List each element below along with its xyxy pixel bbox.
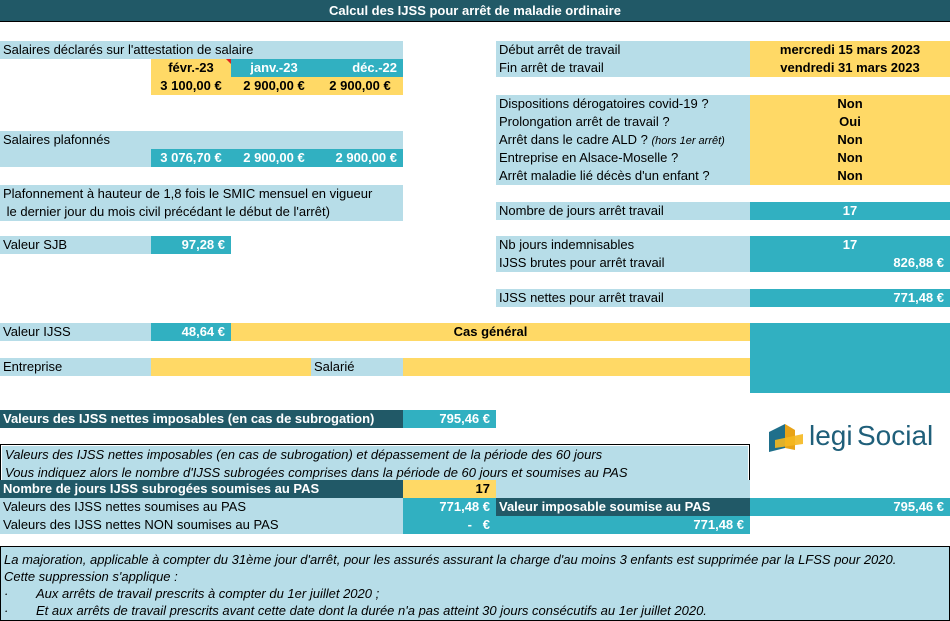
entreprise-label: Entreprise — [0, 358, 151, 376]
bullet-icon: · — [4, 586, 9, 601]
salaire-value[interactable]: 3 100,00 € — [151, 77, 231, 95]
disposition-label: Entreprise en Alsace-Moselle ? — [496, 149, 750, 167]
logo-cube-icon — [765, 418, 811, 454]
footer-note — [0, 546, 950, 621]
footer-item-text: Et aux arrêts de travail prescrits avant cette date dont la durée n'a pas atteint 30 jours consécutifs au 1er juillet 2020. — [36, 603, 707, 618]
disposition-value[interactable]: Oui — [750, 113, 950, 131]
salarie-input[interactable] — [403, 358, 750, 376]
debut-label: Début arrêt de travail — [496, 41, 750, 59]
teal-panel — [750, 323, 950, 393]
pas-soumises-label: Valeurs des IJSS nettes soumises au PAS — [0, 498, 403, 516]
salaires-label: Salaires déclarés sur l'attestation de salaire — [0, 41, 403, 59]
fin-value[interactable]: vendredi 31 mars 2023 — [750, 59, 950, 77]
pas-non-label: Valeurs des IJSS nettes NON soumises au PAS — [0, 516, 403, 534]
pas-nb-input[interactable]: 17 — [403, 480, 496, 498]
imposables-label: Valeurs des IJSS nettes imposables (en cas de subrogation) — [0, 410, 403, 428]
footer-item-text: Aux arrêts de travail prescrits à compter du 1er juillet 2020 ; — [36, 586, 380, 601]
pas-non-value-left: - € — [403, 516, 496, 534]
pas-non-value-right: 771,48 € — [496, 516, 750, 534]
footer-item — [4, 602, 945, 619]
nettes-value: 771,48 € — [750, 289, 950, 307]
brutes-value: 826,88 € — [750, 254, 950, 272]
nettes-label: IJSS nettes pour arrêt travail — [496, 289, 750, 307]
logo-text-legi: legi — [809, 420, 853, 451]
pas-imposable-label: Valeur imposable soumise au PAS — [496, 498, 750, 516]
plafonnes-spacer — [0, 149, 151, 167]
disposition-label: Dispositions dérogatoires covid-19 ? — [496, 95, 750, 113]
salaire-value[interactable]: 2 900,00 € — [317, 77, 403, 95]
imposables-value: 795,46 € — [403, 410, 496, 428]
plafonne-value: 2 900,00 € — [317, 149, 403, 167]
pas-soumises-value: 771,48 € — [403, 498, 496, 516]
indemnisables-value: 17 — [750, 236, 950, 254]
plafonnes-label: Salaires plafonnés — [0, 131, 403, 149]
cas-general-badge: Cas général — [231, 323, 750, 341]
sjb-value: 97,28 € — [151, 236, 231, 254]
month-label: janv.-23 — [231, 59, 317, 77]
legisocial-logo — [765, 416, 945, 456]
pas-nb-spacer — [496, 480, 750, 498]
ijss-value: 48,64 € — [151, 323, 231, 341]
pas-info-line: Vous indiquez alors le nombre d'IJSS subrogées comprises dans la période de 60 jours et soumises au PAS — [2, 464, 748, 482]
month-label: févr.-23 — [151, 59, 231, 77]
plafonnement-note: Plafonnement à hauteur de 1,8 fois le SMIC mensuel en vigueur — [0, 185, 403, 203]
ijss-label: Valeur IJSS — [0, 323, 151, 341]
disposition-label: Prolongation arrêt de travail ? — [496, 113, 750, 131]
disposition-value[interactable]: Non — [750, 131, 950, 149]
disposition-value[interactable]: Non — [750, 95, 950, 113]
indemnisables-label: Nb jours indemnisables — [496, 236, 750, 254]
disposition-value[interactable]: Non — [750, 149, 950, 167]
disposition-label: Arrêt maladie lié décès d'un enfant ? — [496, 167, 750, 185]
plafonnement-note: le dernier jour du mois civil précédant le début de l'arrêt) — [0, 203, 403, 221]
disposition-label-text: Arrêt dans le cadre ALD ? — [499, 132, 652, 147]
footer-line: Cette suppression s'applique : — [4, 569, 178, 584]
brutes-label: IJSS brutes pour arrêt travail — [496, 254, 750, 272]
footer-line: La majoration, applicable à compter du 31ème jour d'arrêt, pour les assurés assurant la charge d'au moins 3 enfants est supprimée par la LFSS pour 2020. — [4, 552, 897, 567]
pas-nb-label: Nombre de jours IJSS subrogées soumises au PAS — [0, 480, 403, 498]
plafonne-value: 3 076,70 € — [151, 149, 231, 167]
disposition-label — [496, 131, 750, 149]
disposition-value[interactable]: Non — [750, 167, 950, 185]
fin-label: Fin arrêt de travail — [496, 59, 750, 77]
month-label: déc.-22 — [317, 59, 403, 77]
salaire-value[interactable]: 2 900,00 € — [231, 77, 317, 95]
footer-item — [4, 585, 945, 602]
sjb-label: Valeur SJB — [0, 236, 151, 254]
pas-info-line: Valeurs des IJSS nettes imposables (en cas de subrogation) et dépassement de la période des 60 jours — [2, 446, 748, 464]
plafonne-value: 2 900,00 € — [231, 149, 317, 167]
nb-jours-value: 17 — [750, 202, 950, 220]
entreprise-input[interactable] — [151, 358, 311, 376]
nb-jours-label: Nombre de jours arrêt travail — [496, 202, 750, 220]
salarie-label: Salarié — [311, 358, 403, 376]
bullet-icon: · — [4, 603, 9, 618]
disposition-note: (hors 1er arrêt) — [651, 135, 725, 147]
logo-text-social: Social — [857, 420, 934, 451]
page-title: Calcul des IJSS pour arrêt de maladie ordinaire — [0, 0, 950, 22]
debut-value[interactable]: mercredi 15 mars 2023 — [750, 41, 950, 59]
pas-imposable-value: 795,46 € — [750, 498, 950, 516]
